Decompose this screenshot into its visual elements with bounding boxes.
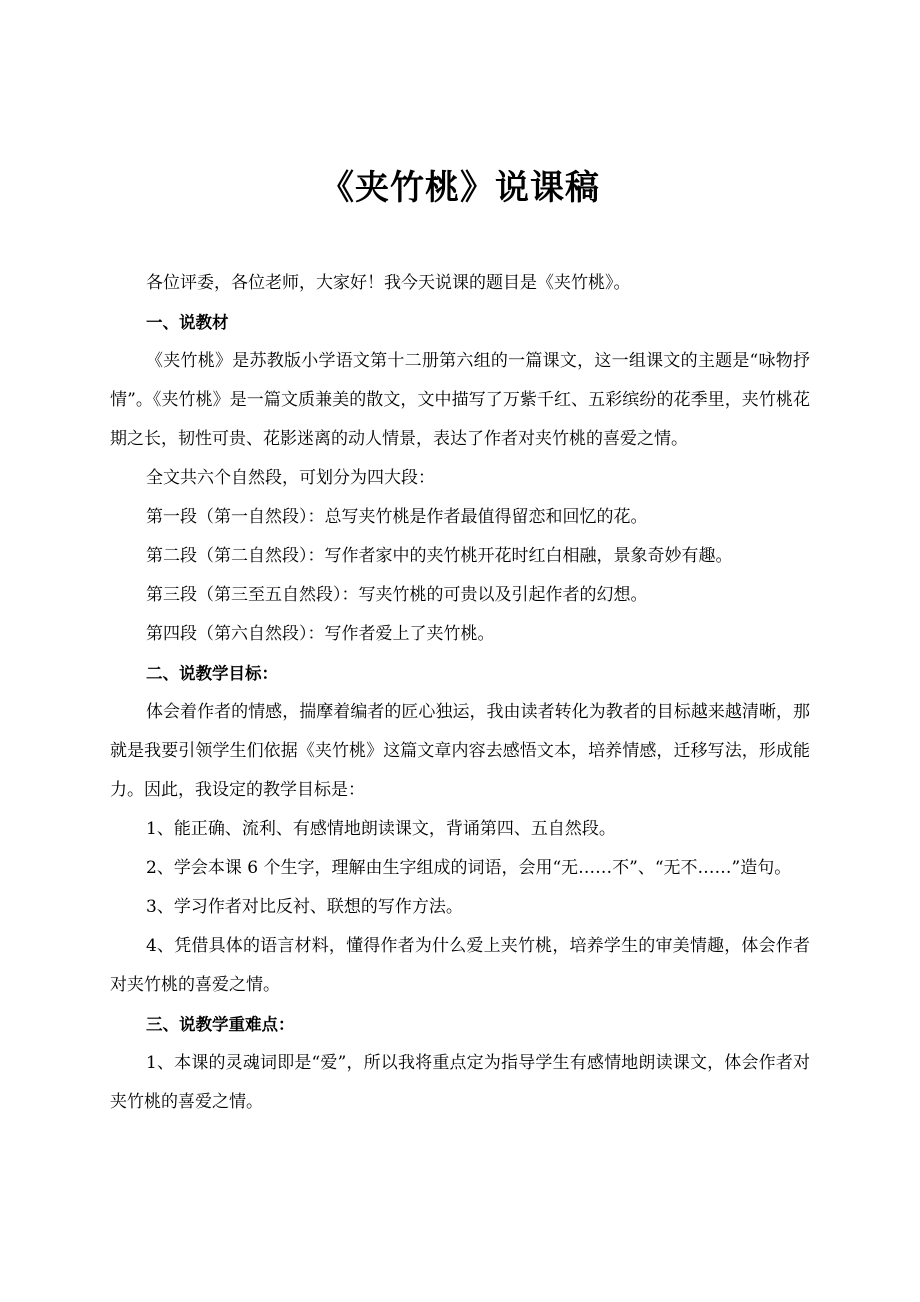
goal-item-4: 4、凭借具体的语言材料，懂得作者为什么爱上夹竹桃，培养学生的审美情趣，体会作者对夹竹桃的喜爱之情。 bbox=[110, 936, 810, 995]
goal-item-3: 3、学习作者对比反衬、联想的写作方法。 bbox=[146, 897, 463, 917]
opening-paragraph: 各位评委，各位老师，大家好！我今天说课的题目是《夹竹桃》。 bbox=[146, 273, 631, 293]
section-heading-teaching-goals: 二、说教学目标： bbox=[146, 664, 278, 683]
goal-item-1: 1、能正确、流利、有感情地朗读课文，背诵第四、五自然段。 bbox=[146, 819, 616, 839]
paragraph-section-four: 第四段（第六自然段）：写作者爱上了夹竹桃。 bbox=[146, 624, 495, 644]
paragraph-material-intro: 《夹竹桃》是苏教版小学语文第十二册第六组的一篇课文，这一组课文的主题是“咏物抒情”。《夹竹桃》是一篇文质兼美的散文，文中描写了万紫千红、五彩缤纷的花季里，夹竹桃花期之长，韧性可贵、花影迷离的动人情景，表达了作者对夹竹桃的喜爱之情。 bbox=[110, 351, 810, 449]
paragraph-section-two: 第二段（第二自然段）：写作者家中的夹竹桃开花时红白相融，景象奇妙有趣。 bbox=[146, 546, 733, 566]
paragraph-goals-intro: 体会着作者的情感，揣摩着编者的匠心独运，我由读者转化为教者的目标越来越清晰，那就是我要引领学生们依据《夹竹桃》这篇文章内容去感悟文本，培养情感，迁移写法，形成能力。因此，我设定的教学目标是： bbox=[110, 702, 810, 800]
section-heading-key-points: 三、说教学重难点： bbox=[146, 1015, 295, 1034]
paragraph-section-three: 第三段（第三至五自然段）：写夹竹桃的可贵以及引起作者的幻想。 bbox=[146, 585, 648, 605]
key-point-item-1: 1、本课的灵魂词即是“爱”，所以我将重点定为指导学生有感情地朗读课文，体会作者对夹竹桃的喜爱之情。 bbox=[110, 1053, 810, 1112]
document-title: 《夹竹桃》说课稿 bbox=[320, 168, 600, 208]
paragraph-section-one: 第一段（第一自然段）：总写夹竹桃是作者最值得留恋和回忆的花。 bbox=[146, 507, 648, 527]
paragraph-structure-overview: 全文共六个自然段，可划分为四大段： bbox=[146, 468, 435, 488]
goal-item-2: 2、学会本课 6 个生字，理解由生字组成的词语，会用“无……不”、“无不……”造句。 bbox=[146, 858, 792, 878]
document-body bbox=[110, 264, 810, 1122]
section-heading-teaching-material: 一、说教材 bbox=[146, 313, 229, 332]
